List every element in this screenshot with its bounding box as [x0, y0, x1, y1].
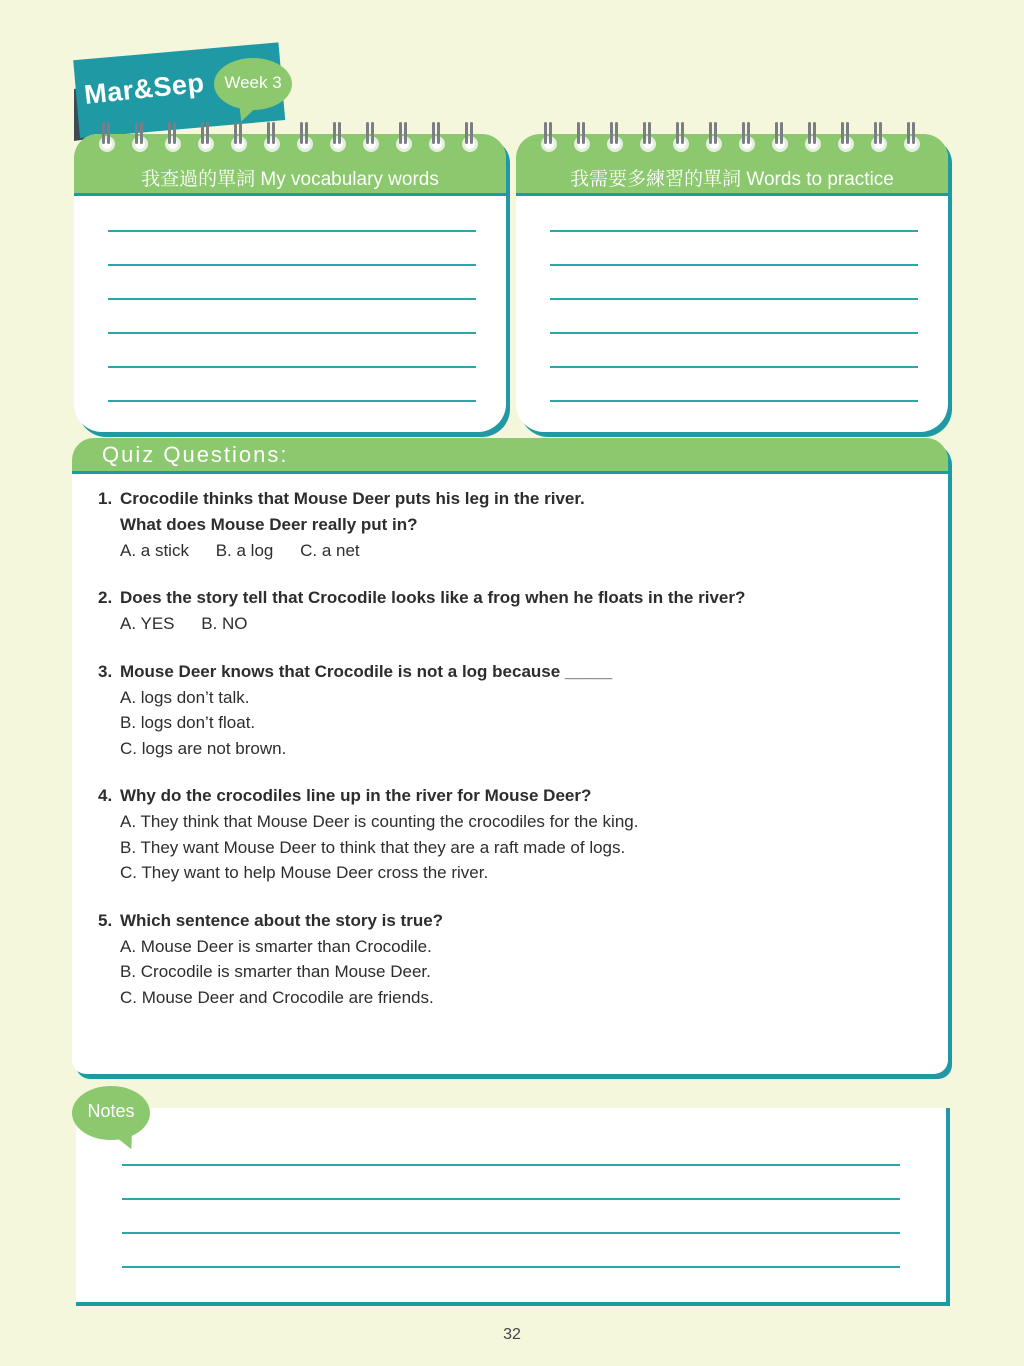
question-number: 1.: [98, 489, 113, 508]
quiz-panel: [72, 438, 948, 1074]
vocabulary-card-title: 我查過的單詞 My vocabulary words: [74, 134, 506, 196]
question-4: [98, 783, 928, 886]
writing-line[interactable]: [122, 1164, 900, 1166]
answer-options: [98, 611, 928, 637]
spiral-ring-icon: [567, 122, 600, 158]
answer-options: [98, 538, 928, 564]
answer-option[interactable]: A. Mouse Deer is smarter than Crocodile.: [120, 936, 432, 956]
answer-option[interactable]: C. logs are not brown.: [120, 738, 287, 758]
writing-line[interactable]: [550, 298, 918, 300]
spiral-ring-icon: [191, 122, 224, 158]
week-badge: [214, 58, 292, 110]
writing-line[interactable]: [550, 332, 918, 334]
spiral-ring-icon: [633, 122, 666, 158]
spiral-ring-icon: [600, 122, 633, 158]
spiral-ring-icon: [798, 122, 831, 158]
spiral-ring-icon: [699, 122, 732, 158]
question-number: 5.: [98, 910, 113, 930]
answer-option[interactable]: B. NO: [201, 614, 248, 633]
practice-writing-lines: [550, 230, 918, 432]
answer-option[interactable]: A. YES: [120, 614, 175, 633]
notes-label: Notes: [87, 1101, 135, 1121]
spiral-ring-icon: [125, 122, 158, 158]
spiral-ring-icon: [765, 122, 798, 158]
writing-line[interactable]: [122, 1266, 900, 1268]
practice-card: [516, 134, 948, 432]
notes-badge: [72, 1086, 150, 1140]
week-label: Week 3: [224, 73, 282, 92]
spiral-ring-icon: [323, 122, 356, 158]
vocabulary-writing-lines: [108, 230, 476, 432]
answer-option[interactable]: A. logs don’t talk.: [120, 687, 250, 707]
spiral-ring-icon: [864, 122, 897, 158]
answer-option[interactable]: B. logs don’t float.: [120, 713, 256, 732]
spiral-ring-icon: [224, 122, 257, 158]
spiral-ring-icon: [455, 122, 488, 158]
answer-option[interactable]: C. They want to help Mouse Deer cross the river.: [120, 863, 489, 882]
question-1: [98, 486, 928, 563]
answer-option[interactable]: C. Mouse Deer and Crocodile are friends.: [120, 987, 434, 1007]
spiral-ring-icon: [257, 122, 290, 158]
answer-option[interactable]: A. a stick: [120, 540, 189, 560]
writing-line[interactable]: [108, 298, 476, 300]
spiral-binding-left: [92, 122, 488, 158]
question-list: [98, 486, 928, 1032]
answer-option[interactable]: B. Crocodile is smarter than Mouse Deer.: [120, 962, 431, 981]
spiral-ring-icon: [534, 122, 567, 158]
question-text: Which sentence about the story is true?: [120, 910, 444, 930]
writing-line[interactable]: [550, 230, 918, 232]
question-number: 2.: [98, 588, 113, 607]
answer-option[interactable]: C. a net: [300, 540, 360, 560]
writing-line[interactable]: [108, 264, 476, 266]
question-5: [98, 908, 928, 1011]
spiral-ring-icon: [290, 122, 323, 158]
question-text-continued: What does Mouse Deer really put in?: [120, 515, 418, 534]
writing-line[interactable]: [122, 1232, 900, 1234]
writing-line[interactable]: [108, 230, 476, 232]
question-number: 3.: [98, 661, 113, 681]
spiral-ring-icon: [158, 122, 191, 158]
writing-line[interactable]: [122, 1198, 900, 1200]
answer-option[interactable]: A. They think that Mouse Deer is counting the crocodiles for the king.: [120, 812, 639, 831]
quiz-heading: Quiz Questions:: [72, 438, 948, 474]
question-number: 4.: [98, 786, 113, 805]
spiral-ring-icon: [732, 122, 765, 158]
spiral-ring-icon: [356, 122, 389, 158]
spiral-ring-icon: [831, 122, 864, 158]
spiral-binding-right: [534, 122, 930, 158]
spiral-ring-icon: [897, 122, 930, 158]
writing-line[interactable]: [550, 366, 918, 368]
spiral-ring-icon: [92, 122, 125, 158]
spiral-ring-icon: [422, 122, 455, 158]
question-text: Crocodile thinks that Mouse Deer puts his leg in the river.: [120, 489, 585, 508]
page-title: Mar&Sep: [82, 67, 206, 111]
question-2: [98, 585, 928, 637]
question-text: Why do the crocodiles line up in the river for Mouse Deer?: [120, 786, 592, 805]
answer-option[interactable]: B. a log: [215, 540, 274, 560]
writing-line[interactable]: [108, 332, 476, 334]
spiral-ring-icon: [389, 122, 422, 158]
notes-panel: [76, 1108, 950, 1306]
vocabulary-card: [74, 134, 506, 432]
spiral-ring-icon: [666, 122, 699, 158]
question-3: [98, 659, 928, 762]
writing-line[interactable]: [108, 400, 476, 402]
answer-option[interactable]: B. They want Mouse Deer to think that they are a raft made of logs.: [120, 837, 626, 857]
question-text: Mouse Deer knows that Crocodile is not a log because _____: [120, 661, 613, 681]
page-number: 32: [503, 1326, 521, 1343]
writing-line[interactable]: [550, 400, 918, 402]
question-text: Does the story tell that Crocodile looks like a frog when he floats in the river?: [120, 588, 746, 607]
notes-writing-lines: [122, 1164, 900, 1300]
writing-line[interactable]: [550, 264, 918, 266]
practice-card-title: 我需要多練習的單詞 Words to practice: [516, 134, 948, 196]
writing-line[interactable]: [108, 366, 476, 368]
